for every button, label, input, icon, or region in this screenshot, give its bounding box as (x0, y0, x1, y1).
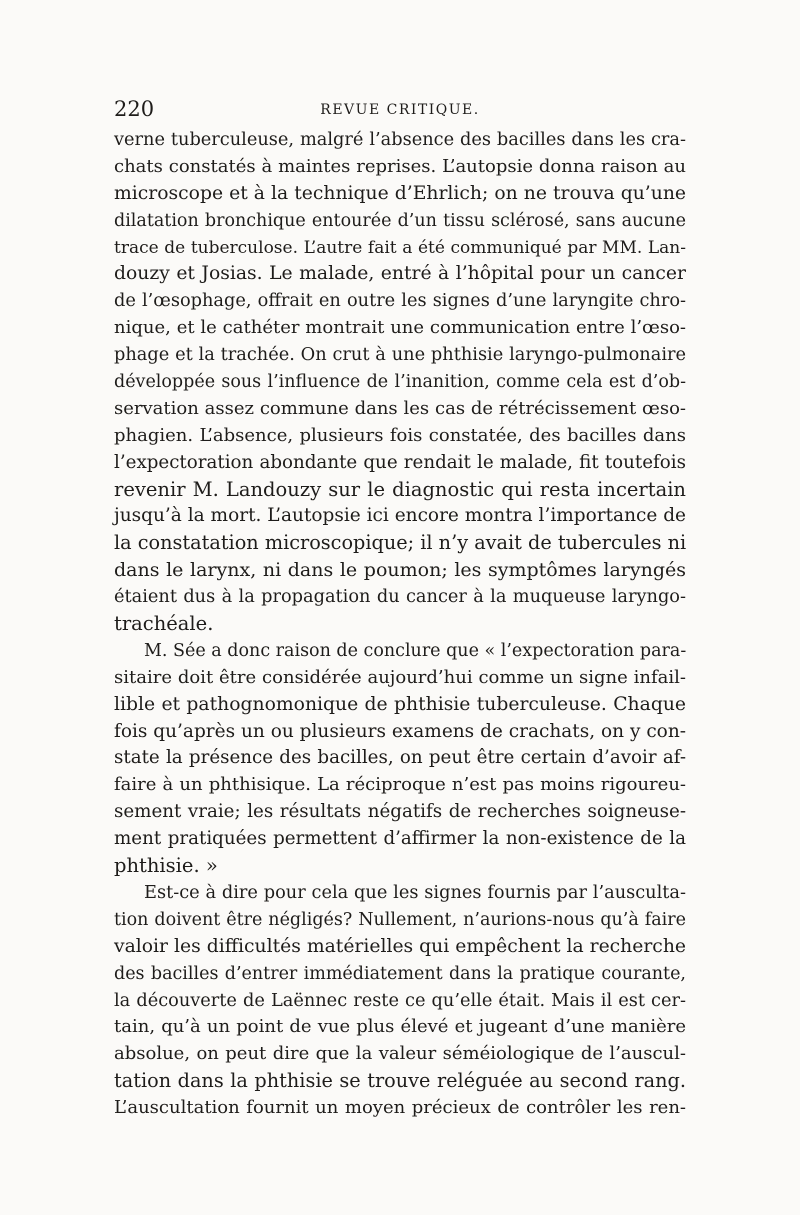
text-line: la constatation microscopique; il n’y avait de tubercules ni (114, 531, 687, 555)
text-line: trachéale. (114, 612, 214, 636)
text-line: phagien. L’absence, plusieurs fois constatée, des bacilles dans (114, 424, 686, 446)
text-line: L’auscultation fournit un moyen précieux de contrôler les ren- (114, 1097, 686, 1119)
text-line: tation dans la phthisie se trouve reléguée au second rang. (114, 1069, 686, 1093)
text-line: trace de tuberculose. L’autre fait a été communiqué par MM. Lan- (114, 237, 686, 258)
text-line: faire à un phthisique. La réciproque n’est pas moins rigoureu- (114, 774, 686, 796)
text-line: state la présence des bacilles, on peut être certain d’avoir af- (114, 747, 686, 769)
text-line: sement vraie; les résultats négatifs de recherches soigneuse- (114, 801, 686, 823)
text-line: lible et pathognomonique de phthisie tuberculeuse. Chaque (114, 693, 686, 715)
text-line: verne tuberculeuse, malgré l’absence des bacilles dans les cra- (114, 130, 686, 150)
text-line: dans le larynx, ni dans le poumon; les symptômes laryngés (114, 559, 686, 582)
text-line: des bacilles d’entrer immédiatement dans la pratique courante, (114, 963, 686, 984)
text-line: sitaire doit être considérée aujourd’hui comme un signe infail- (114, 666, 686, 688)
text-line: étaient dus à la propagation du cancer à la muqueuse laryngo- (114, 587, 686, 608)
text-line: servation assez commune dans les cas de rétrécissement œso- (114, 397, 686, 419)
text-line: valoir les difficultés matérielles qui empêchent la recherche (114, 935, 686, 957)
text-line: de l’œsophage, offrait en outre les signes d’une laryngite chro- (114, 291, 686, 312)
text-line: M. Sée a donc raison de conclure que « l’expectoration para- (144, 640, 687, 661)
text-line: nique, et le cathéter montrait une communication entre l’œso- (114, 317, 686, 339)
text-line: chats constatés à maintes reprises. L’autopsie donna raison au (114, 155, 686, 177)
text-line: la découverte de Laënnec reste ce qu’elle était. Mais il est cer- (114, 990, 686, 1011)
text-line: absolue, on peut dire que la valeur séméiologique de l’auscul- (114, 1043, 686, 1065)
text-line: phage et la trachée. On crut à une phthisie laryngo-pulmonaire (114, 345, 686, 366)
text-line: ment pratiquées permettent d’affirmer la non-existence de la (114, 828, 686, 850)
text-line: fois qu’après un ou plusieurs examens de crachats, on y con- (114, 720, 686, 742)
text-line: jusqu’à la mort. L’autopsie ici encore montra l’importance de (114, 505, 686, 527)
page-header (114, 97, 686, 121)
text-line: tion doivent être négligés? Nullement, n’aurions-nous qu’à faire (114, 909, 686, 930)
text-line: douzy et Josias. Le malade, entré à l’hôpital pour un cancer (114, 263, 686, 285)
text-line: l’expectoration abondante que rendait le malade, fit toutefois (114, 451, 686, 473)
text-line: dilatation bronchique entourée d’un tissu sclérosé, sans aucune (114, 210, 686, 231)
text-line: microscope et à la technique d’Ehrlich; on ne trouva qu’une (114, 182, 686, 204)
text-line: revenir M. Landouzy sur le diagnostic qui resta incertain (114, 477, 686, 501)
running-title: REVUE CRITIQUE. (320, 102, 480, 118)
text-line: Est-ce à dire pour cela que les signes fournis par l’ausculta- (144, 882, 686, 903)
text-line: phthisie. » (114, 854, 218, 878)
page-number: 220 (114, 97, 155, 121)
text-line: tain, qu’à un point de vue plus élevé et jugeant d’une manière (114, 1016, 686, 1038)
text-line: développée sous l’influence de l’inanition, comme cela est d’ob- (114, 372, 686, 393)
body-text (114, 127, 686, 1122)
